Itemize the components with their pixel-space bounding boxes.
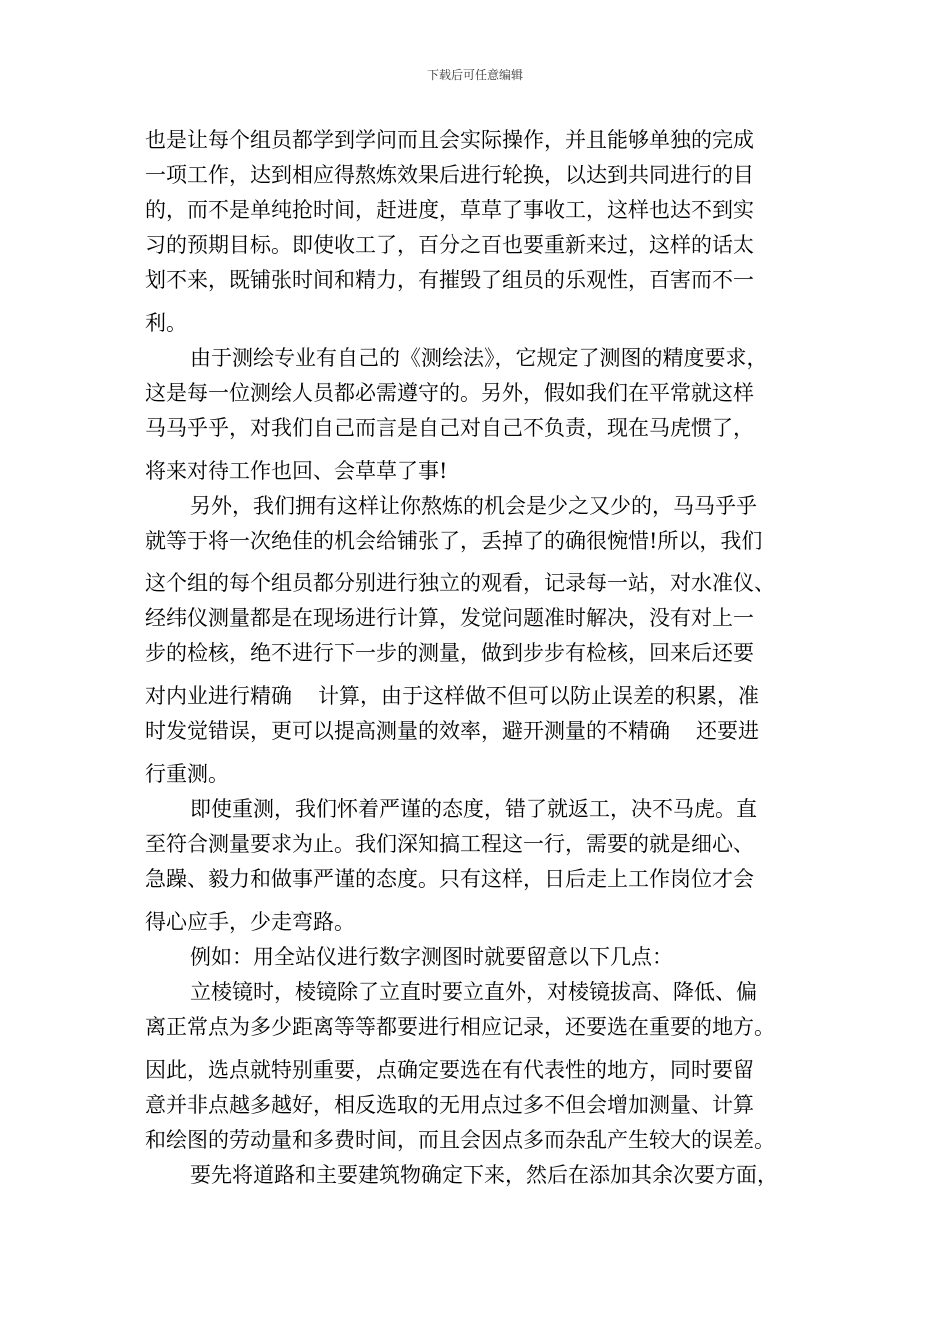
text-line: 就等于将一次绝佳的机会给铺张了，丢掉了的确很惋惜!所以，我们 [145, 529, 763, 553]
text-line: 这个组的每个组员都分别进行独立的观看，记录每一站，对水准仪、 [145, 571, 775, 595]
text-line: 也是让每个组员都学到学问而且会实际操作，并且能够单独的完成 [145, 128, 754, 152]
text-line: 一项工作，达到相应得熬炼效果后进行轮换，以达到共同进行的目 [145, 163, 754, 187]
text-line: 划不来，既铺张时间和精力，有摧毁了组员的乐观性，百害而不一 [145, 268, 754, 292]
text-line [145, 684, 759, 708]
text-line [145, 719, 759, 743]
text-line: 急躁、毅力和做事严谨的态度。只有这样，日后走上工作岗位才会 [145, 867, 754, 891]
paragraph-first-line: 立棱镜时，棱镜除了立直时要立直外，对棱镜拔高、降低、偏 [190, 980, 757, 1004]
text-line: 习的预期目标。即使收工了，百分之百也要重新来过，这样的话太 [145, 233, 754, 257]
page-header: 下载后可任意编辑 [426, 68, 523, 82]
text-line: 意并非点越多越好，相反选取的无用点过多不但会增加测量、计算 [145, 1093, 754, 1117]
text-line: 离正常点为多少距离等等都要进行相应记录，还要选在重要的地方。 [145, 1015, 775, 1039]
text-line: 得心应手，少走弯路。 [145, 910, 355, 934]
text-line: 和绘图的劳动量和多费时间，而且会因点多而杂乱产生较大的误差。 [145, 1128, 775, 1152]
paragraph-first-line: 由于测绘专业有自己的《测绘法》，它规定了测图的精度要求， [190, 346, 768, 370]
paragraph-first-line: 要先将道路和主要建筑物确定下来，然后在添加其余次要方面， [190, 1163, 778, 1187]
paragraph-first-line: 即使重测，我们怀着严谨的态度，错了就返工，决不马虎。直 [190, 797, 757, 821]
text-segment: 计算，由于这样做不但可以防止误差的积累，准 [318, 684, 759, 708]
text-line: 因此，选点就特别重要，点确定要选在有代表性的地方，同时要留 [145, 1058, 754, 1082]
paragraph-first-line: 例如：用全站仪进行数字测图时就要留意以下几点： [190, 945, 673, 969]
text-segment: 还要进 [696, 719, 759, 743]
text-line: 将来对待工作也回、会草草了事! [145, 459, 448, 483]
text-line: 至符合测量要求为止。我们深知搞工程这一行，需要的就是细心、 [145, 832, 754, 856]
text-line: 这是每一位测绘人员都必需遵守的。另外，假如我们在平常就这样 [145, 381, 754, 405]
text-line: 马马乎乎，对我们自己而言是自己对自己不负责，现在马虎惯了， [145, 416, 754, 440]
text-segment: 对内业进行精确 [145, 684, 292, 708]
text-line: 经纬仪测量都是在现场进行计算，发觉问题准时解决，没有对上一 [145, 606, 754, 630]
text-line: 利。 [145, 311, 187, 335]
paragraph-first-line: 另外，我们拥有这样让你熬炼的机会是少之又少的，马马乎乎 [190, 494, 757, 518]
text-line: 行重测。 [145, 762, 229, 786]
text-line: 的，而不是单纯抢时间，赶进度，草草了事收工，这样也达不到实 [145, 198, 754, 222]
text-segment: 时发觉错误，更可以提高测量的效率，避开测量的不精确 [145, 719, 670, 743]
text-line: 步的检核，绝不进行下一步的测量，做到步步有检核，回来后还要 [145, 641, 754, 665]
